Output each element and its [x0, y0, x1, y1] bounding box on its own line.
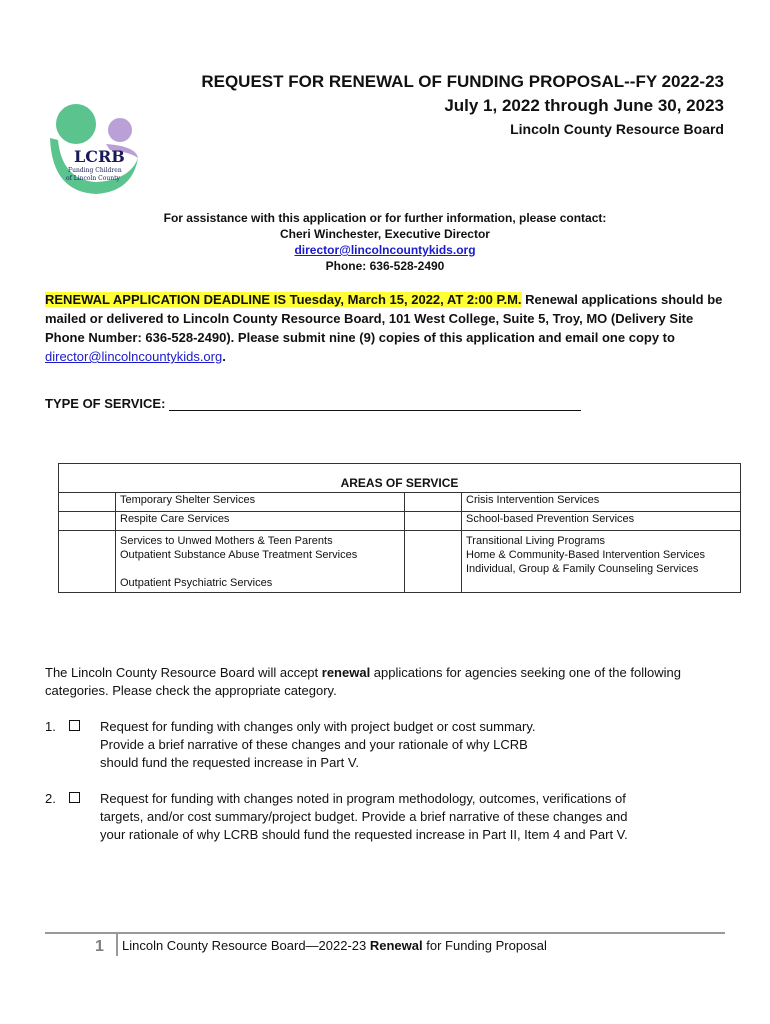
- checkbox-cell[interactable]: [405, 531, 462, 593]
- fiscal-period: July 1, 2022 through June 30, 2023: [444, 96, 724, 115]
- table-row: [59, 512, 741, 531]
- item-line: Provide a brief narrative of these changes and your rationale of why LCRB: [100, 737, 528, 752]
- service-option: Outpatient Psychiatric Services: [120, 577, 273, 589]
- contact-phone: Phone: 636-528-2490: [325, 259, 445, 273]
- category-item-1: [45, 718, 86, 736]
- intro-text-end: applications for agencies seeking one of the following categories. Please check the appropriate category.: [45, 665, 681, 698]
- checkbox-cell[interactable]: [405, 493, 462, 512]
- type-of-service-label: TYPE OF SERVICE:: [45, 396, 166, 411]
- logo-tagline-2: of Lincoln County: [66, 175, 120, 182]
- service-option: School-based Prevention Services: [462, 512, 741, 531]
- checkbox[interactable]: [69, 792, 80, 803]
- intro-text: The Lincoln County Resource Board will accept: [45, 665, 322, 680]
- footer-text-start: Lincoln County Resource Board—2022-23: [122, 938, 370, 953]
- checkbox-cell[interactable]: [405, 512, 462, 531]
- deadline-paragraph: [45, 290, 725, 366]
- organization-name: Lincoln County Resource Board: [510, 121, 724, 137]
- checkbox[interactable]: [69, 720, 80, 731]
- table-row: [59, 531, 741, 593]
- category-item-2: [45, 790, 86, 808]
- contact-name: Cheri Winchester, Executive Director: [280, 227, 490, 241]
- item-line: Request for funding with changes noted in program methodology, outcomes, verifications of: [100, 791, 626, 806]
- contact-email-link[interactable]: director@lincolncountykids.org: [294, 243, 476, 257]
- item-line: targets, and/or cost summary/project budget. Provide a brief narrative of these changes and: [100, 809, 628, 824]
- checkbox-cell[interactable]: [59, 512, 116, 531]
- deadline-end: .: [222, 349, 226, 364]
- intro-bold: renewal: [321, 665, 371, 680]
- footer-divider: [45, 932, 725, 934]
- page-number: 1: [95, 938, 104, 955]
- service-option: Crisis Intervention Services: [462, 493, 741, 512]
- document-title: REQUEST FOR RENEWAL OF FUNDING PROPOSAL--FY 2022-23: [201, 72, 724, 91]
- deadline-highlight: RENEWAL APPLICATION DEADLINE IS Tuesday, March 15, 2022, AT 2:00 P.M.: [45, 292, 522, 307]
- service-option-empty: [120, 562, 400, 576]
- service-option: Transitional Living Programs: [466, 535, 605, 547]
- footer-text: [122, 938, 547, 953]
- service-option: Services to Unwed Mothers & Teen Parents: [120, 535, 333, 547]
- service-option-stack: [462, 531, 741, 593]
- footer-text-end: for Funding Proposal: [422, 938, 547, 953]
- footer-bold: Renewal: [369, 938, 423, 953]
- category-text-1: [100, 718, 740, 772]
- service-option: Home & Community-Based Intervention Services: [466, 549, 706, 561]
- category-text-2: [100, 790, 740, 844]
- item-line: your rationale of why LCRB should fund the requested increase in Part II, Item 4 and Part V.: [100, 827, 628, 842]
- lcrb-logo: [44, 100, 144, 200]
- logo-text: LCRB: [74, 147, 125, 166]
- service-option: Temporary Shelter Services: [116, 493, 405, 512]
- item-number: 2.: [45, 791, 56, 806]
- service-option: Individual, Group & Family Counseling Services: [466, 563, 699, 575]
- service-option: Outpatient Substance Abuse Treatment Services: [120, 549, 358, 561]
- service-option: Respite Care Services: [116, 512, 405, 531]
- areas-of-service-table: [58, 463, 741, 593]
- deadline-body: Renewal applications should be mailed or delivered to Lincoln County Resource Board, 101 West College, Suite 5, Troy, MO (Delivery Site Phone Number: 636-528-2490). Please submit nine (9) copies of this application and email one copy to: [45, 292, 723, 345]
- type-of-service-field[interactable]: [169, 396, 581, 411]
- service-option-stack: [116, 531, 405, 593]
- item-line: Request for funding with changes only with project budget or cost summary.: [100, 719, 536, 734]
- logo-tagline-1: Funding Children: [68, 167, 122, 174]
- contact-intro: For assistance with this application or for further information, please contact:: [163, 211, 607, 225]
- type-of-service-row: [45, 396, 581, 411]
- item-line: should fund the requested increase in Part V.: [100, 755, 359, 770]
- table-row: [59, 493, 741, 512]
- checkbox-cell[interactable]: [59, 531, 116, 593]
- footer-separator: [116, 934, 118, 956]
- categories-intro: [45, 664, 735, 700]
- areas-header: AREAS OF SERVICE: [59, 464, 741, 493]
- item-number: 1.: [45, 719, 56, 734]
- checkbox-cell[interactable]: [59, 493, 116, 512]
- contact-block: [0, 210, 770, 274]
- deadline-email-link[interactable]: director@lincolncountykids.org: [45, 349, 223, 364]
